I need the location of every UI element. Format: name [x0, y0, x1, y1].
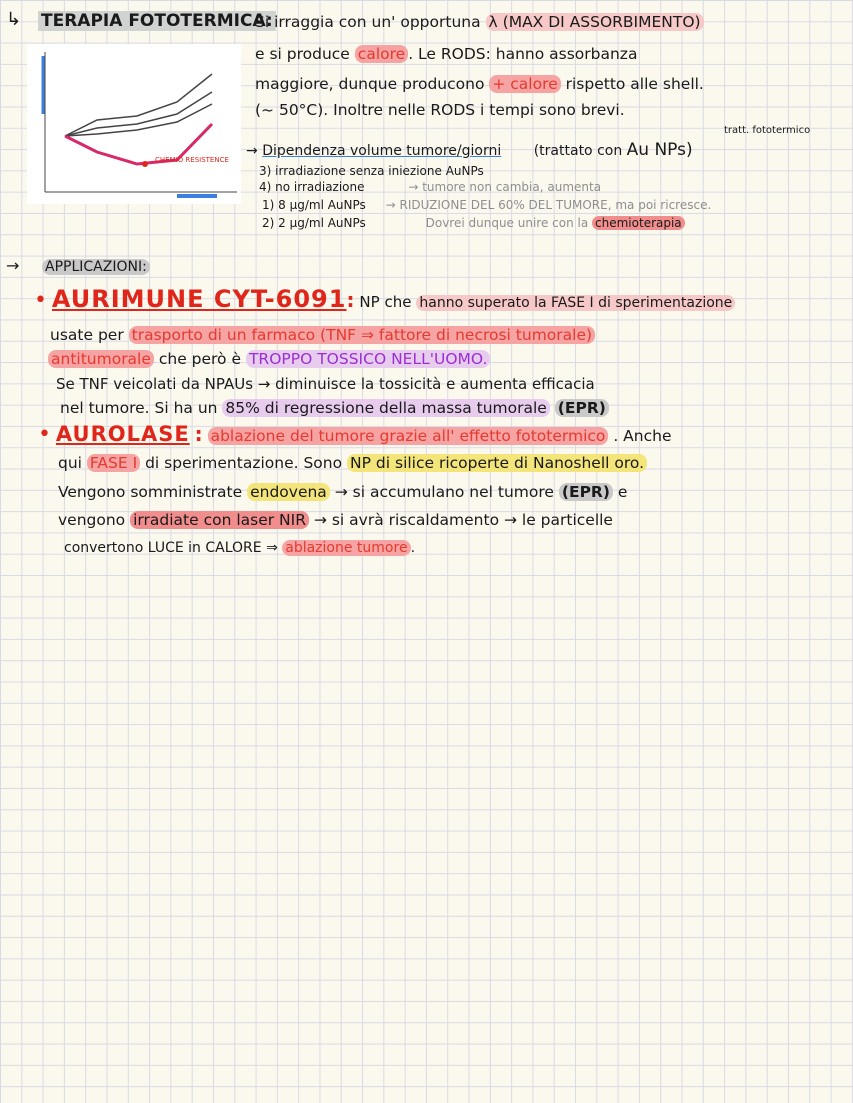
- fase-i-highlight: hanno superato la FASE I di sperimentazione: [416, 295, 735, 311]
- aurolase-line-5: [64, 538, 415, 558]
- text-line-2: [255, 44, 637, 64]
- colon: :: [194, 422, 203, 446]
- laser-highlight: irradiate con laser NIR: [130, 511, 309, 529]
- aurolase-line-3: [58, 482, 627, 502]
- text-line-1: [255, 12, 704, 32]
- endovena-highlight: endovena: [247, 483, 330, 501]
- aurimune-line-2: [50, 325, 595, 345]
- ablazione-highlight: ablazione del tumore grazie all' effetto fototermico: [208, 427, 609, 445]
- max-assorbimento: (MAX DI ASSORBIMENTO): [502, 13, 701, 31]
- dipendenza-title: Dipendenza volume tumore/giorni: [262, 143, 502, 159]
- item-4: [259, 180, 601, 194]
- text-span: NP che: [359, 293, 412, 311]
- text-span: e si produce: [255, 45, 350, 63]
- tossico-highlight: TROPPO TOSSICO NELL'UOMO.: [246, 350, 490, 368]
- text-span: → si accumulano nel tumore: [334, 483, 554, 501]
- regressione-highlight: 85% di regressione della massa tumorale: [222, 399, 549, 417]
- fase-i-highlight: FASE I: [87, 454, 140, 472]
- calore-highlight: calore: [355, 45, 408, 63]
- silice-highlight: NP di silice ricoperte di Nanoshell oro.: [347, 454, 647, 472]
- bullet: •: [34, 288, 47, 313]
- chart-svg: [27, 44, 241, 204]
- text-span: → si avrà riscaldamento → le particelle: [313, 511, 613, 529]
- text-span: vengono: [58, 511, 126, 529]
- item-2: [262, 216, 685, 230]
- tumor-volume-chart: [27, 44, 241, 204]
- text-line-3: [255, 74, 704, 94]
- colon: :: [346, 288, 355, 312]
- epr-badge: (EPR): [559, 483, 613, 501]
- text-span: Si irraggia con un' opportuna: [255, 13, 481, 31]
- text-span: qui: [58, 454, 82, 472]
- ablazione-tumore-highlight: ablazione tumore: [282, 540, 410, 556]
- text-span: maggiore, dunque producono: [255, 75, 485, 93]
- aurimune-line-3: [48, 349, 490, 369]
- piu-calore-highlight: + calore: [489, 75, 560, 93]
- antitumorale-highlight: antitumorale: [48, 350, 154, 368]
- aurimune-heading: [34, 285, 735, 313]
- lambda-highlight: [486, 13, 704, 31]
- aunps-label: Au NPs): [626, 140, 693, 160]
- item-3: 3) irradiazione senza iniezione AuNPs: [259, 164, 484, 178]
- text-span: . Anche: [613, 427, 672, 445]
- top-arrow: ↳: [6, 9, 22, 30]
- text-span: convertono LUCE in CALORE ⇒: [64, 540, 278, 556]
- item-4-result: → tumore non cambia, aumenta: [408, 180, 602, 194]
- epr-badge: (EPR): [555, 399, 609, 417]
- applicazioni-title: [42, 257, 150, 277]
- aurolase-name: AUROLASE: [55, 422, 190, 446]
- text-span: 1) 8 µg/ml AuNPs: [262, 198, 366, 212]
- tratt-note: tratt. fototermico: [724, 125, 811, 136]
- dipendenza-line: [246, 140, 693, 161]
- trasporto-highlight: trasporto di un farmaco (TNF ⇒ fattore di necrosi tumorale): [129, 326, 595, 344]
- text-span: Dovrei dunque unire con la: [425, 216, 589, 230]
- text-span: .: [410, 540, 416, 556]
- applicazioni-arrow: →: [6, 256, 20, 275]
- text-line-4: (~ 50°C). Inoltre nelle RODS i tempi sono brevi.: [255, 101, 625, 119]
- text-span: e: [617, 483, 628, 501]
- chart-annotation: CHEMIO RESISTENCE: [155, 156, 229, 164]
- arrow: →: [246, 143, 258, 159]
- lambda-symbol: λ: [488, 13, 498, 31]
- bullet: •: [38, 422, 51, 447]
- text-span: nel tumore. Si ha un: [60, 399, 218, 417]
- text-span: che però è: [158, 350, 242, 368]
- text-span: rispetto alle shell.: [565, 75, 704, 93]
- aurolase-line-2: [58, 453, 647, 473]
- aurolase-heading: [38, 424, 672, 446]
- aurimune-name: AURIMUNE CYT-6091: [51, 285, 347, 313]
- chemioterapia-highlight: chemioterapia: [592, 216, 685, 230]
- aurimune-line-5: [60, 398, 609, 418]
- text-span: 4) no irradiazione: [259, 180, 365, 194]
- text-span: . Le RODS: hanno assorbanza: [408, 45, 638, 63]
- item-1: [262, 198, 711, 212]
- aurimune-line-4: Se TNF veicolati da NPAUs → diminuisce la tossicità e aumenta efficacia: [56, 375, 595, 393]
- applicazioni-label: APPLICAZIONI:: [42, 259, 150, 275]
- text-span: 2) 2 µg/ml AuNPs: [262, 216, 366, 230]
- title-text: TERAPIA FOTOTERMICA:: [38, 11, 276, 31]
- aurolase-line-4: [58, 510, 613, 530]
- text-span: Vengono somministrate: [58, 483, 243, 501]
- text-span: di sperimentazione. Sono: [145, 454, 343, 472]
- text-span: usate per: [50, 326, 124, 344]
- item-1-result: → RIDUZIONE DEL 60% DEL TUMORE, ma poi ricresce.: [385, 198, 712, 212]
- section-title: [38, 11, 276, 31]
- text-span: (trattato con: [533, 143, 623, 159]
